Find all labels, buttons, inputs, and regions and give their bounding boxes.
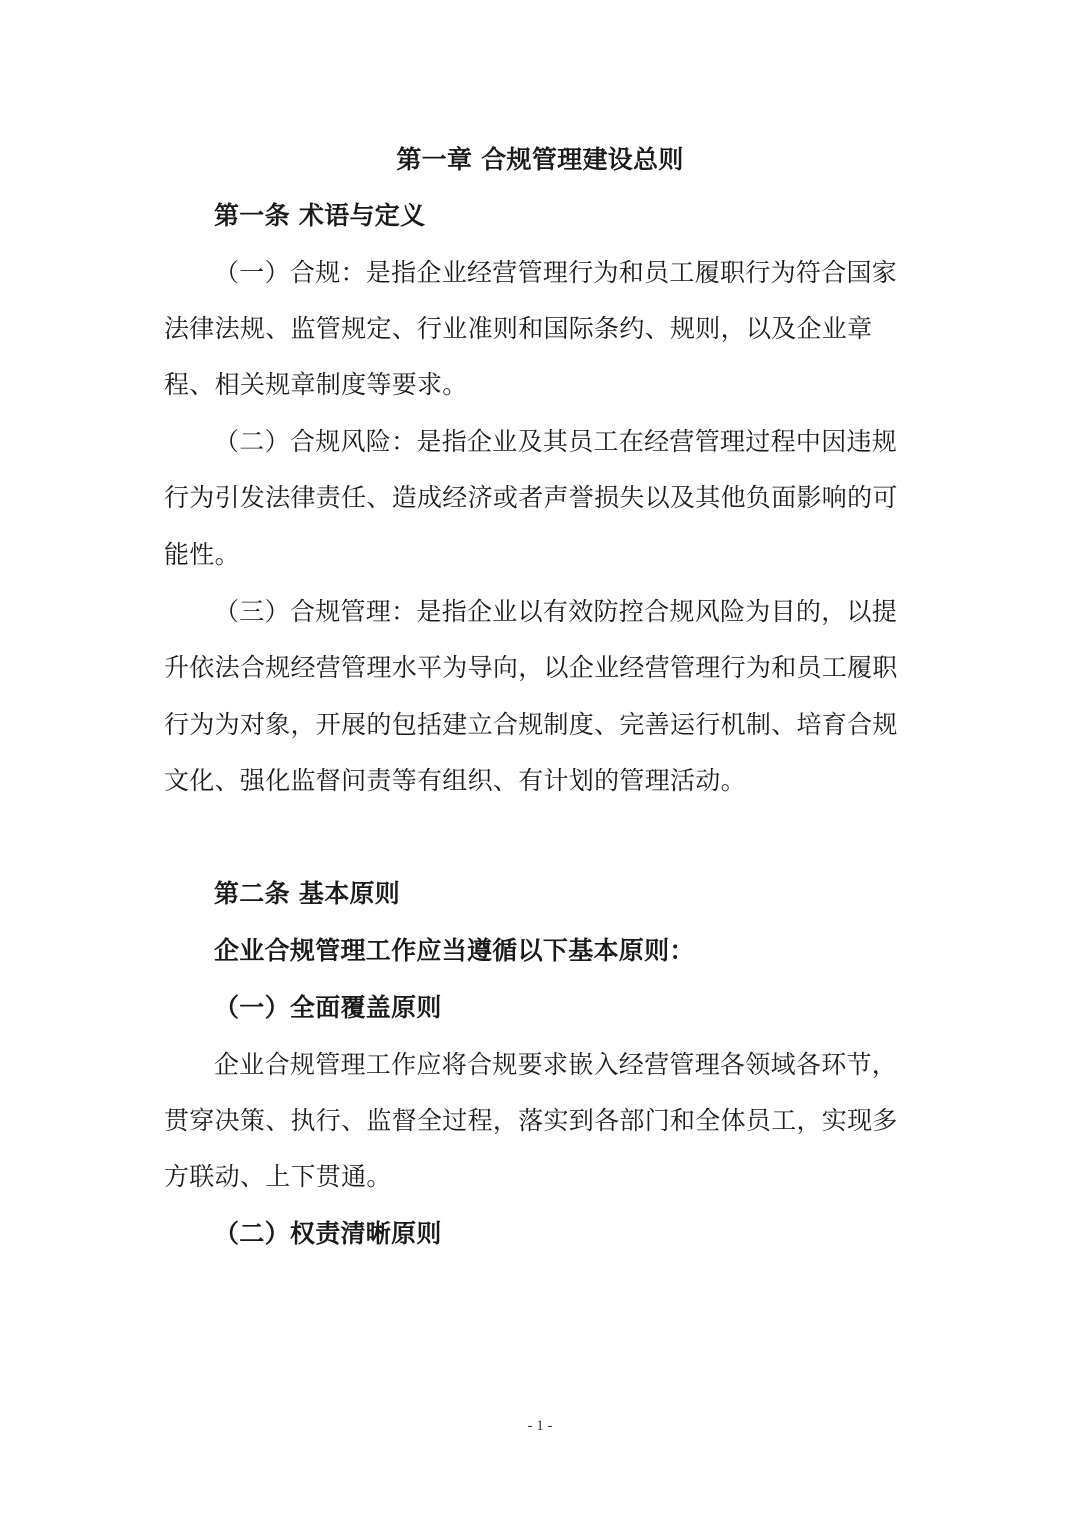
article2-heading: 第二条 基本原则 [214,879,401,908]
paragraph-line: 企业合规管理工作应将合规要求嵌入经营管理各领域各环节， [214,1050,898,1079]
paragraph-line: 文化、强化监督问责等有组织、有计划的管理活动。 [164,766,746,795]
article1-heading: 第一条 术语与定义 [214,201,426,230]
paragraph-line: 程、相关规章制度等要求。 [164,370,468,399]
paragraph-line: 能性。 [164,540,240,569]
principle2-heading: （二）权责清晰原则 [214,1219,442,1248]
paragraph-line: 法律法规、监管规定、行业准则和国际条约、规则，以及企业章 [164,314,873,343]
principle1-heading: （一）全面覆盖原则 [214,993,442,1022]
paragraph-line: 行为引发法律责任、造成经济或者声誉损失以及其他负面影响的可 [164,483,898,512]
article2-intro: 企业合规管理工作应当遵循以下基本原则： [214,936,695,965]
paragraph-line: （一）合规：是指企业经营管理行为和员工履职行为符合国家 [214,258,898,287]
paragraph-line: （二）合规风险：是指企业及其员工在经营管理过程中因违规 [214,427,898,456]
chapter-title: 第一章 合规管理建设总则 [396,145,684,174]
paragraph-line: 方联动、上下贯通。 [164,1162,392,1191]
paragraph-line: 升依法合规经营管理水平为导向，以企业经营管理行为和员工履职 [164,653,898,682]
paragraph-line: 行为为对象，开展的包括建立合规制度、完善运行机制、培育合规 [164,710,898,739]
paragraph-line: （三）合规管理：是指企业以有效防控合规风险为目的，以提 [214,597,898,626]
paragraph-line: 贯穿决策、执行、监督全过程，落实到各部门和全体员工，实现多 [164,1106,898,1135]
page-number: - 1 - [527,1418,553,1434]
